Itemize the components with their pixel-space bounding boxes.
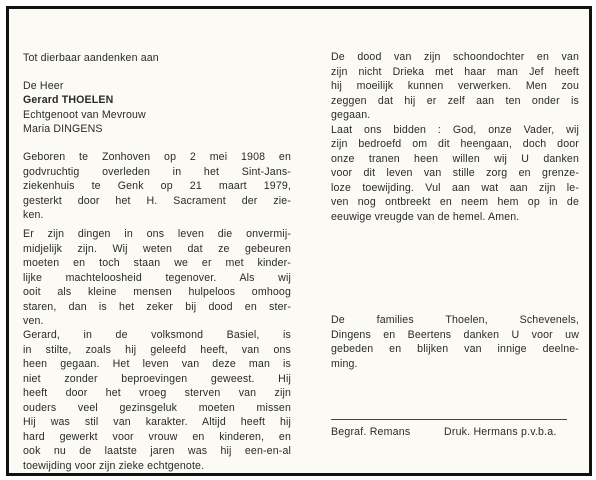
text-line: onze tranen heen willen wij U danken: [331, 152, 579, 165]
text-line: voor dit leven van stille zorg en grenze-: [331, 167, 579, 179]
text-line: Laat ons bidden : God, onze Vader, wij: [331, 123, 579, 136]
text-line: hard gewerkt voor vrouw en kinderen, en: [23, 430, 291, 443]
text-line: hij moeilijk kunnen verwerken. Men zou: [331, 80, 579, 92]
reflection-paragraph: [23, 227, 291, 329]
text-line: heeft door het vroeg sterven van zijn: [23, 387, 291, 399]
text-line: ming.: [331, 357, 358, 370]
text-line: ziekenhuis te Genk op 21 maart 1979,: [23, 180, 291, 192]
text-line: lijke machteloosheid tegenover. Als wij: [23, 271, 291, 284]
spouse-line-2: Maria DINGENS: [23, 123, 103, 135]
life-paragraph: [23, 328, 291, 473]
text-line: ouders veel gezinsgeluk moeten missen: [23, 401, 291, 414]
text-line: toewijding voor zijn zieke echtgenote.: [23, 459, 205, 472]
text-line: moeten en toch staan we er met kinder-: [23, 257, 291, 269]
text-line: in stilte, zoals hij geleefd heeft, van ons: [23, 343, 291, 356]
text-line: heen gegaan. Het leven van deze man is: [23, 358, 291, 370]
text-line: Er zijn dingen in ons leven die onvermij-: [23, 228, 291, 240]
text-line: ven.: [23, 315, 44, 327]
text-line: midjelijk zijn. Wij weten dat ze gebeuren: [23, 242, 291, 255]
text-line: De families Thoelen, Schevenels,: [331, 314, 579, 326]
text-line: gesterkt door het H. Sacrament der zie-: [23, 194, 291, 207]
spouse-line-1: Echtgenoot van Mevrouw: [23, 109, 146, 121]
thanks-paragraph: [331, 313, 579, 371]
text-line: niet zonder beproevingen geweest. Hij: [23, 372, 291, 385]
text-line: loze toewijding. Vul aan wat aan zijn le-: [331, 181, 579, 194]
text-line: gegaan.: [331, 109, 371, 121]
text-line: zijn bedroefd om dit heengaan, doch door: [331, 138, 579, 150]
text-line: Gerard, in de volksmond Basiel, is: [23, 329, 291, 341]
text-line: eeuwige vreugde van de hemel. Amen.: [331, 210, 520, 223]
text-line: ooit als kleine mensen hulpeloos omhoog: [23, 286, 291, 298]
footer-divider: [331, 419, 567, 420]
salutation: De Heer: [23, 80, 64, 92]
text-line: zijn nicht Drieka met haar man Jef heeft: [331, 65, 579, 78]
text-line: staren, dan is het zeker bij dood en ster-: [23, 300, 291, 313]
text-line: ven nog ontbreekt en neem hem op in de: [331, 196, 579, 208]
text-line: Geboren te Zonhoven op 2 mei 1908 en: [23, 151, 291, 163]
text-line: Dingens en Beertens danken U voor uw: [331, 328, 579, 341]
text-line: Hij was stil van karakter. Altijd heeft hij: [23, 416, 291, 428]
grief-paragraph: [331, 50, 579, 224]
text-line: ken.: [23, 209, 44, 221]
birth-death-paragraph: [23, 150, 291, 223]
text-line: De dood van zijn schoondochter en van: [331, 51, 579, 63]
funeral-director: Begraf. Remans: [331, 426, 411, 438]
text-line: ook nu de laatste jaren was hij een-en-al: [23, 445, 291, 457]
text-line: godvruchtig overleden in het Sint-Jans-: [23, 165, 291, 178]
printer-credit: Druk. Hermans p.v.b.a.: [444, 426, 557, 438]
intro-text: Tot dierbaar aandenken aan: [23, 52, 159, 64]
text-line: gebeden en blijken van innige deelne-: [331, 343, 579, 355]
memorial-card: [6, 6, 592, 476]
text-line: zeggen dat hij er zelf aan ten onder is: [331, 94, 579, 107]
deceased-name: Gerard THOELEN: [23, 94, 114, 106]
